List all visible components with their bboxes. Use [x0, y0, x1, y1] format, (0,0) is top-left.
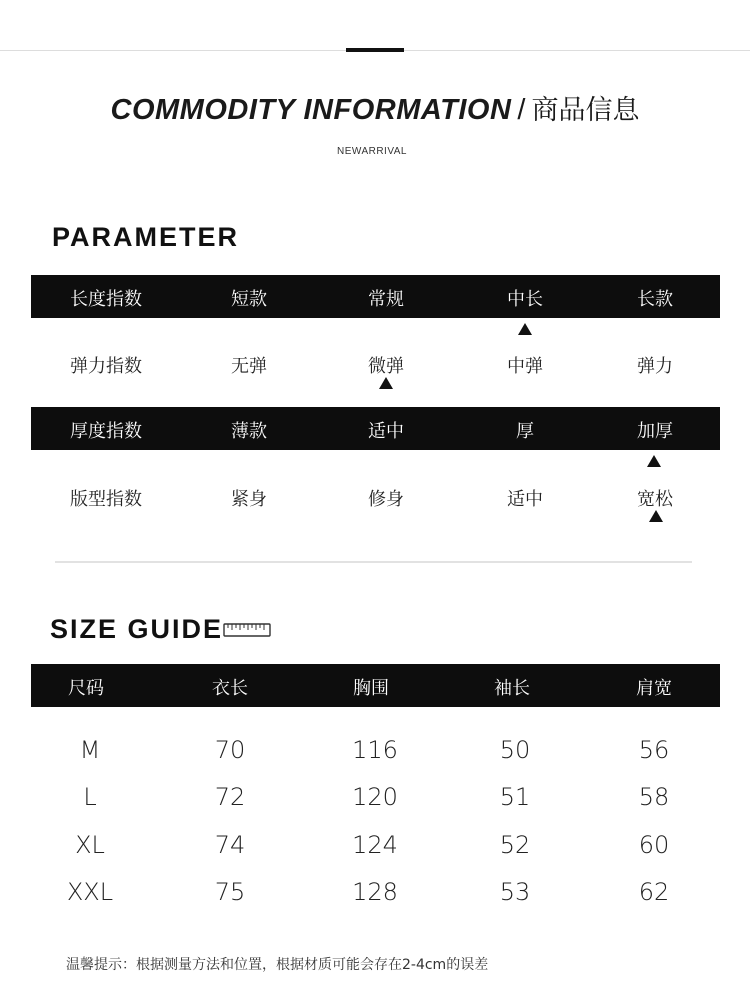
page-subtitle: NEWARRIVAL: [336, 146, 407, 157]
param-option: 微弹: [368, 356, 404, 377]
parameter-title: PARAMETER: [52, 222, 240, 252]
param-option: 薄款: [231, 421, 267, 442]
param-option: 短款: [231, 289, 267, 310]
size-cell: 50: [499, 736, 531, 764]
param-option: 弹力: [637, 356, 673, 377]
title-separator: /: [517, 94, 526, 126]
param-label: 版型指数: [70, 489, 142, 510]
size-header-cell: 胸围: [353, 678, 389, 699]
size-cell: 72: [214, 783, 246, 811]
selected-marker-icon: [649, 510, 663, 522]
ruler-icon: [223, 623, 271, 637]
size-guide-title: SIZE GUIDE: [50, 614, 224, 644]
param-label: 厚度指数: [70, 421, 142, 442]
size-cell: 74: [214, 831, 246, 859]
title-chinese: 商品信息: [531, 95, 640, 126]
parameter-row-thickness: [31, 407, 720, 450]
page-title: [0, 88, 750, 127]
param-option: 中弹: [507, 356, 543, 377]
size-cell: 62: [638, 878, 670, 906]
param-option: 紧身: [231, 489, 267, 510]
size-cell: 116: [352, 736, 398, 764]
size-cell: 120: [352, 783, 398, 811]
size-cell: L: [83, 783, 97, 811]
size-cell: M: [79, 736, 101, 764]
param-label: 弹力指数: [70, 356, 142, 377]
size-cell: 75: [214, 878, 246, 906]
title-english: COMMODITY INFORMATION: [110, 94, 512, 126]
size-cell: XXL: [66, 878, 114, 906]
param-option: 修身: [368, 489, 404, 510]
selected-marker-icon: [518, 323, 532, 335]
size-cell: 70: [214, 736, 246, 764]
param-option: 长款: [637, 289, 673, 310]
param-label: 长度指数: [70, 289, 142, 310]
section-divider: [55, 561, 692, 563]
selected-marker-icon: [379, 377, 393, 389]
size-cell: 60: [638, 831, 670, 859]
size-cell: 124: [352, 831, 398, 859]
size-cell: 56: [638, 736, 670, 764]
param-option: 无弹: [231, 356, 267, 377]
size-header-cell: 袖长: [494, 678, 530, 699]
size-cell: 51: [499, 783, 531, 811]
param-option: 厚: [516, 421, 534, 442]
size-cell: 53: [499, 878, 531, 906]
param-option: 常规: [368, 289, 404, 310]
top-accent-bar: [346, 48, 404, 52]
param-option: 加厚: [637, 421, 673, 442]
parameter-row-length: [31, 275, 720, 318]
size-cell: 52: [499, 831, 531, 859]
size-table-header: [31, 664, 720, 707]
size-header-cell: 尺码: [68, 678, 104, 699]
size-header-cell: 衣长: [212, 678, 248, 699]
size-cell: XL: [75, 831, 105, 859]
param-option: 适中: [507, 489, 543, 510]
param-option: 中长: [507, 289, 543, 310]
param-option: 宽松: [637, 489, 673, 510]
selected-marker-icon: [647, 455, 661, 467]
size-cell: 128: [352, 878, 398, 906]
measurement-note: 温馨提示：根据测量方法和位置，根据材质可能会存在2-4cm的误差: [66, 957, 489, 973]
size-cell: 58: [638, 783, 670, 811]
size-header-cell: 肩宽: [636, 678, 672, 699]
param-option: 适中: [368, 421, 404, 442]
